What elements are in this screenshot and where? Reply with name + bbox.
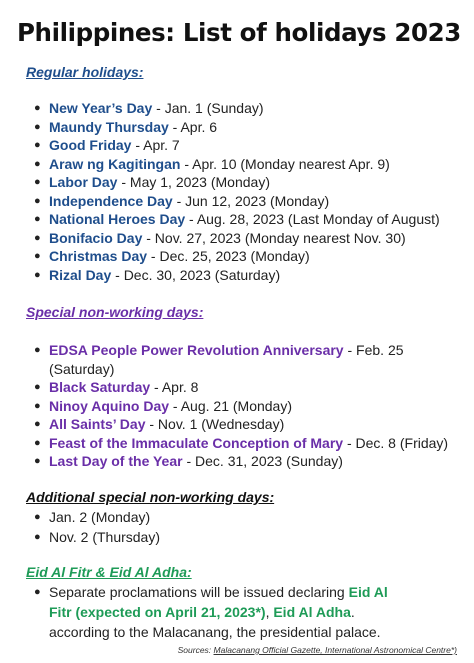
holiday-name: Labor Day: [49, 174, 118, 190]
bullet-icon: ●: [34, 213, 41, 225]
eid-text-part: Separate proclamations will be issued declaring: [49, 584, 349, 600]
list-item: [0, 99, 454, 118]
list-item: [0, 266, 454, 285]
holiday-name: New Year’s Day: [49, 100, 153, 116]
holiday-name: Bonifacio Day: [49, 229, 143, 246]
eid-list: [0, 582, 409, 642]
list-item: [0, 136, 454, 155]
list-item: [0, 173, 454, 192]
holiday-name: Last Day of the Year: [49, 453, 183, 469]
holiday-name: Christmas Day: [49, 248, 148, 264]
holiday-date: - Dec. 25, 2023 (Monday): [147, 248, 310, 264]
eid-al-adha-highlight: Eid Al Adha: [273, 604, 351, 620]
holiday-name: Maundy Thursday: [49, 118, 169, 135]
holiday-name: EDSA People Power Revolution Anniversary: [49, 342, 344, 358]
bullet-icon: ●: [34, 120, 41, 133]
regular-holidays-list: [0, 99, 454, 284]
bullet-icon: ●: [34, 176, 41, 188]
bullet-icon: ●: [34, 381, 41, 393]
list-item: [0, 247, 454, 266]
bullet-icon: ●: [34, 157, 41, 170]
list-item: [0, 397, 454, 416]
special-non-working-list: [0, 341, 454, 471]
list-item: [0, 118, 454, 137]
holiday-date: - Jun 12, 2023 (Monday): [172, 192, 330, 209]
holiday-date: - Apr. 8: [150, 379, 199, 395]
holiday-name: Good Friday: [49, 137, 132, 153]
holiday-date: - Dec. 31, 2023 (Sunday): [182, 453, 343, 469]
holiday-name: Independence Day: [49, 192, 173, 209]
holiday-name: All Saints’ Day: [49, 416, 146, 432]
bullet-icon: ●: [34, 530, 41, 543]
list-item: [0, 582, 409, 642]
holiday-date: - Apr. 10 (Monday nearest Apr. 9): [180, 155, 390, 172]
holiday-date: - Nov. 1 (Wednesday): [145, 416, 285, 432]
holiday-date: - May 1, 2023 (Monday): [117, 174, 270, 190]
holiday-date: - Jan. 1 (Sunday): [152, 100, 264, 116]
list-item: [0, 341, 454, 378]
holiday-name: Rizal Day: [49, 266, 112, 283]
eid-al-fitr-highlight: Eid Al Fitr (expected on April 21, 2023*): [49, 584, 388, 620]
bullet-icon: ●: [34, 194, 41, 207]
bullet-icon: ●: [34, 344, 41, 356]
holiday-name: Black Saturday: [49, 379, 151, 395]
bullet-icon: ●: [34, 268, 41, 281]
eid-heading: Eid Al Fitr & Eid Al Adha:: [26, 564, 192, 580]
holiday-date: - Apr. 7: [131, 137, 180, 153]
bullet-icon: ●: [34, 455, 41, 467]
bullet-icon: ●: [34, 139, 41, 151]
sources-footnote: [178, 645, 457, 655]
additional-special-list: [0, 508, 454, 546]
holiday-name: Araw ng Kagitingan: [49, 155, 181, 172]
bullet-icon: ●: [34, 231, 41, 244]
list-item: [0, 415, 454, 434]
regular-holidays-heading: Regular holidays:: [26, 64, 144, 80]
list-item: [0, 229, 454, 248]
holiday-date: - Apr. 6: [168, 118, 218, 135]
additional-special-heading: Additional special non-working days:: [26, 489, 275, 505]
sources-prefix: Sources:: [177, 645, 214, 655]
bullet-icon: ●: [34, 418, 41, 430]
list-item: [0, 452, 454, 471]
sources-text: Malacanang Official Gazette, International Astronomical Centre*): [213, 645, 457, 655]
page-title: Philippines: List of holidays 2023: [17, 18, 461, 47]
bullet-icon: ●: [34, 399, 41, 412]
bullet-icon: ●: [34, 511, 41, 523]
list-item: [0, 528, 454, 547]
list-item: [0, 508, 454, 527]
list-item: [0, 434, 454, 453]
holiday-name: National Heroes Day: [49, 211, 186, 227]
list-item: [0, 192, 454, 211]
holiday-date: Jan. 2 (Monday): [49, 509, 151, 525]
holiday-date: - Nov. 27, 2023 (Monday nearest Nov. 30): [142, 229, 406, 246]
bullet-icon: ●: [34, 250, 41, 262]
holiday-name: Feast of the Immaculate Conception of Mary: [49, 434, 344, 451]
bullet-icon: ●: [34, 586, 41, 598]
holiday-date: Nov. 2 (Thursday): [49, 528, 160, 545]
list-item: [0, 210, 454, 229]
holiday-date: - Aug. 21 (Monday): [169, 397, 292, 414]
list-item: [0, 378, 454, 397]
holiday-date: - Dec. 30, 2023 (Saturday): [111, 266, 281, 283]
eid-text-part: ,: [265, 604, 274, 620]
eid-text-part: . according to the Malacanang, the presidential palace.: [49, 604, 381, 640]
holiday-name: Ninoy Aquino Day: [49, 397, 170, 414]
bullet-icon: ●: [34, 436, 41, 449]
list-item: [0, 155, 454, 174]
holiday-date: - Dec. 8 (Friday): [343, 434, 449, 451]
holiday-date: - Feb. 25 (Saturday): [49, 342, 404, 377]
holiday-date: - Aug. 28, 2023 (Last Monday of August): [185, 211, 440, 227]
special-non-working-heading: Special non-working days:: [26, 304, 204, 320]
bullet-icon: ●: [34, 102, 41, 114]
